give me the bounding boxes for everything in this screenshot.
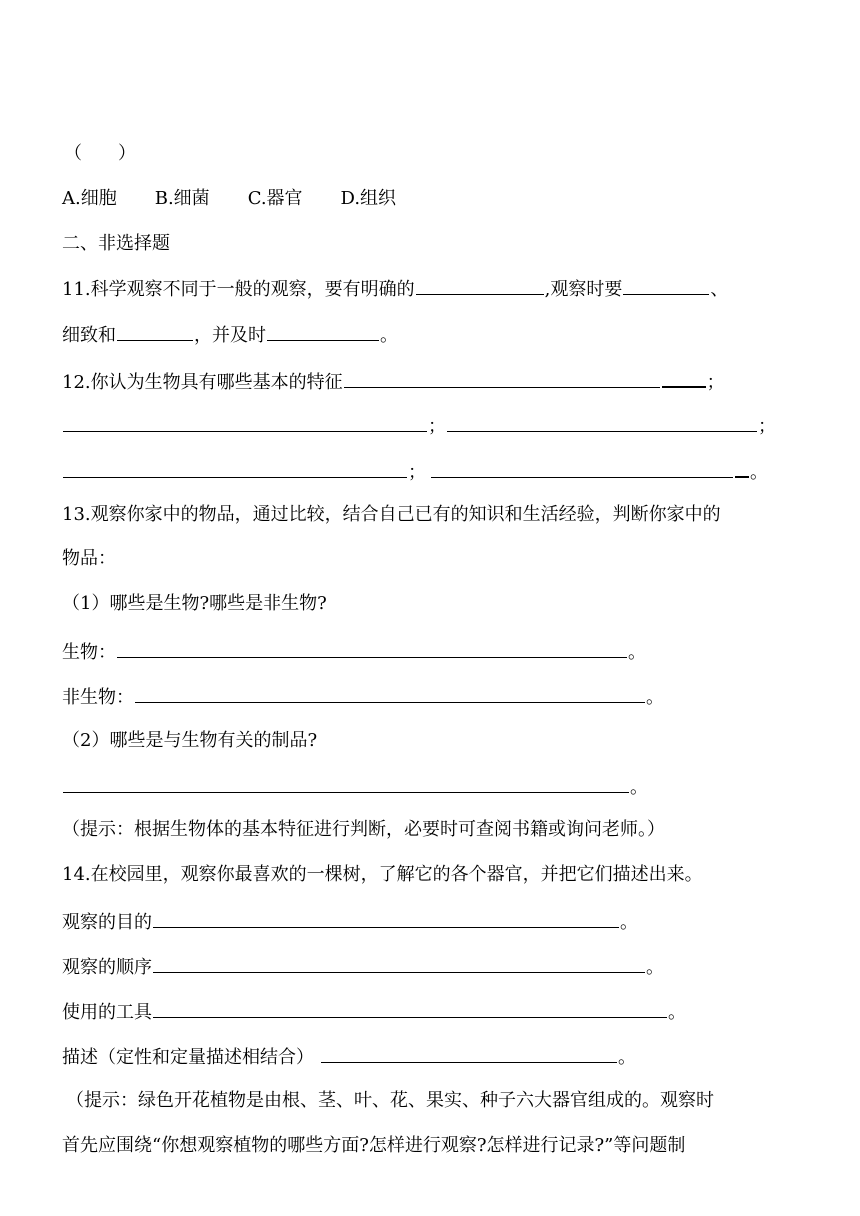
q10-options: [62, 187, 396, 211]
answer-blank[interactable]: [135, 684, 645, 703]
q13-nonliving: 非生物： 。: [62, 684, 664, 710]
q14-hint-line2: 首先应围绕“你想观察植物的哪些方面?怎样进行观察?怎样进行记录?”等问题制: [62, 1135, 686, 1156]
option-a: A.细胞: [62, 188, 117, 209]
answer-blank[interactable]: [117, 322, 193, 341]
q14-hint-line1: （提示：绿色开花植物是由根、茎、叶、花、果实、种子六大器官组成的。观察时: [66, 1090, 714, 1111]
q14-tools: 使用的工具 。: [62, 999, 686, 1025]
answer-blank[interactable]: [63, 459, 407, 478]
q13-line2: 物品：: [62, 548, 116, 569]
q14-purpose: 观察的目的 。: [62, 909, 638, 935]
answer-blank[interactable]: [153, 954, 645, 973]
answer-blank[interactable]: [344, 369, 660, 388]
answer-blank[interactable]: [267, 322, 379, 341]
q13-living: 生物： 。: [62, 639, 646, 665]
q13-products: 。: [62, 774, 648, 800]
q13-sub2: （2）哪些是与生物有关的制品?: [62, 730, 318, 751]
q12-line3: ； 。: [62, 458, 768, 485]
q14-order: 观察的顺序 。: [62, 954, 664, 980]
option-b: B.细菌: [154, 188, 210, 209]
section-title: 二、非选择题: [62, 233, 170, 254]
answer-blank[interactable]: [447, 413, 757, 432]
q11-line1: 11.科学观察不同于一般的观察，要有明确的 ,观察时要 、: [62, 276, 728, 302]
q11-line2: 细致和 ，并及时 。: [62, 322, 398, 348]
q13-line1: 13.观察你家中的物品，通过比较，结合自己已有的知识和生活经验，判断你家中的: [62, 504, 721, 525]
option-d: D.组织: [340, 188, 397, 209]
q10-paren: （ ）: [64, 143, 136, 164]
answer-blank[interactable]: [623, 276, 709, 295]
q14-line1: 14.在校园里，观察你最喜欢的一棵树，了解它的各个器官，并把它们描述出来。: [62, 864, 703, 885]
answer-blank[interactable]: [63, 413, 427, 432]
answer-blank[interactable]: [321, 1044, 617, 1063]
q14-describe: 描述（定性和定量描述相结合） 。: [62, 1044, 636, 1070]
answer-blank[interactable]: [416, 276, 544, 295]
answer-blank[interactable]: [431, 459, 733, 478]
answer-blank[interactable]: [735, 458, 749, 478]
option-c: C.器官: [247, 188, 303, 209]
q13-hint: （提示：根据生物体的基本特征进行判断，必要时可查阅书籍或询问老师。）: [62, 819, 665, 840]
answer-blank[interactable]: [153, 909, 619, 928]
answer-blank[interactable]: [662, 368, 706, 388]
answer-blank[interactable]: [117, 639, 627, 658]
answer-blank[interactable]: [153, 999, 667, 1018]
q13-sub1: （1）哪些是生物?哪些是非生物?: [62, 593, 327, 614]
answer-blank[interactable]: [63, 774, 629, 793]
q12-line1: 12.你认为生物具有哪些基本的特征 ；: [62, 368, 725, 395]
q12-line2: ； ；: [62, 413, 776, 439]
